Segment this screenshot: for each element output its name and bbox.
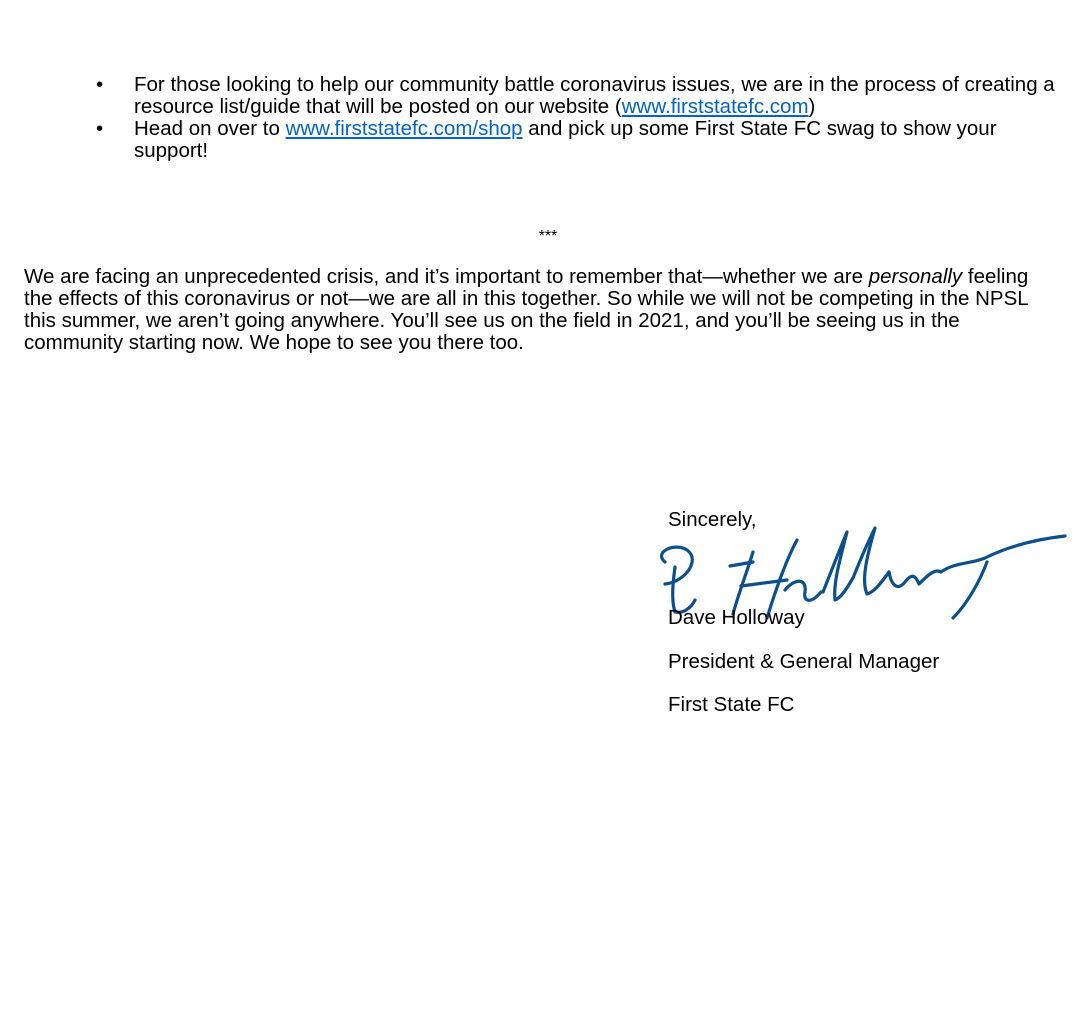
bullet-text-segment: For those looking to help our community battle coronavirus issues, we are in the process of creating a resource list/guide that will be posted on our website ( bbox=[134, 73, 1055, 118]
shop-link[interactable]: www.firststatefc.com/shop bbox=[285, 117, 523, 140]
website-link[interactable]: www.firststatefc.com bbox=[621, 95, 809, 118]
closing-text-rest: feeling the effects of this coronavirus or not—we are all in this together. So while we will not be competing in the NPSL this summer, we aren’t going anywhere. You’ll see us on the field in 2021, and you’ll be seeing us in the community starting now. We hope to see you there too. bbox=[24, 265, 1029, 354]
section-separator: *** bbox=[538, 228, 558, 245]
signer-organization: First State FC bbox=[668, 693, 795, 716]
bullet-item-resource-guide bbox=[96, 74, 1056, 118]
bullet-text-segment: ) bbox=[808, 95, 816, 118]
bullet-text-segment: Head on over to bbox=[134, 117, 286, 140]
signer-name: Dave Holloway bbox=[668, 606, 805, 629]
bullet-text bbox=[134, 73, 1055, 118]
bullet-text-segment: and pick up some First State FC swag to show your support! bbox=[134, 117, 997, 162]
closing-paragraph bbox=[24, 266, 1058, 354]
bullet-dot-icon: • bbox=[96, 117, 104, 140]
signoff: Sincerely, bbox=[668, 508, 757, 531]
signer-title: President & General Manager bbox=[668, 650, 940, 673]
bullet-text bbox=[134, 117, 997, 162]
bullet-list bbox=[96, 74, 1056, 162]
bullet-item-shop bbox=[96, 118, 1056, 162]
closing-text-emphasis: personally bbox=[868, 265, 963, 288]
closing-text-lead: We are facing an unprecedented crisis, and it’s important to remember that—whether we are bbox=[24, 265, 869, 288]
bullet-dot-icon: • bbox=[96, 73, 104, 96]
